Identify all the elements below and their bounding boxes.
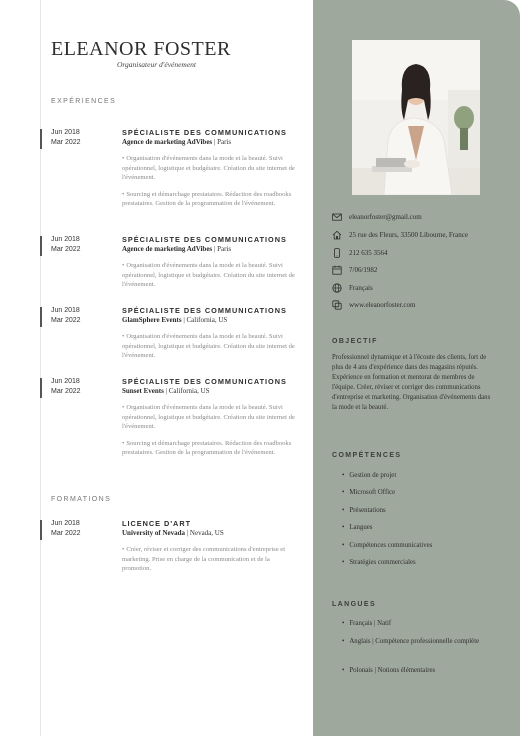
- language-item: • Polonais | Notions élémentaires: [342, 667, 436, 674]
- entry-start-date: Jun 2018: [51, 520, 80, 527]
- contact-address: [332, 230, 512, 244]
- entry-company: GlamSphere Events: [122, 316, 182, 324]
- entry-school: University of Nevada: [122, 529, 185, 537]
- address-text: 25 rue des Fleurs, 33500 Libourne, France: [349, 231, 468, 239]
- entry-bullet: • Organisation d'événements dans la mode et la beauté. Suivi opérationnel, logistique et budgétaire. Création du site internet de l'événement.: [122, 155, 295, 182]
- website-text: www.eleanorfoster.com: [349, 301, 416, 309]
- entry-dates: [51, 377, 111, 397]
- entry-company-line: GlamSphere Events | California, US: [122, 316, 228, 324]
- entry-marker: [40, 307, 42, 327]
- contact-website[interactable]: [332, 300, 512, 314]
- candidate-name: ELEANOR FOSTER: [51, 38, 231, 60]
- calendar-icon: [332, 265, 342, 275]
- contact-language: [332, 283, 512, 297]
- formation-entry: [40, 519, 300, 579]
- entry-end-date: Mar 2022: [51, 530, 81, 537]
- entry-marker: [40, 129, 42, 149]
- objective-heading: OBJECTIF: [332, 338, 378, 345]
- experiences-heading: EXPÉRIENCES: [51, 98, 117, 105]
- home-icon: [332, 230, 342, 240]
- entry-bullet: • Sourcing et démarchage prestataires. Rédaction des roadbooks prestataires. Gestion de la programmation de l'événement.: [122, 190, 292, 208]
- email-text: eleanorfoster@gmail.com: [349, 213, 422, 221]
- experience-entry: [40, 235, 300, 295]
- entry-company: Sunset Events: [122, 387, 164, 395]
- experience-entry: [40, 377, 300, 472]
- contact-email[interactable]: [332, 212, 512, 226]
- profile-photo-illustration: [352, 40, 480, 195]
- entry-school-line: University of Nevada | Nevada, US: [122, 529, 224, 537]
- entry-dates: [51, 306, 111, 326]
- experience-entry: [40, 306, 300, 366]
- skill-item: • Présentations: [342, 507, 386, 514]
- entry-start-date: Jun 2018: [51, 236, 80, 243]
- globe-icon: [332, 283, 342, 293]
- entry-degree: LICENCE D'ART: [122, 519, 192, 528]
- candidate-job-title: Organisateur d'événement: [117, 60, 197, 69]
- profile-photo: [352, 40, 480, 195]
- entry-location: California, US: [186, 316, 228, 324]
- formations-heading: FORMATIONS: [51, 496, 112, 503]
- language-item: • Anglais | Compétence professionnelle complète: [342, 638, 480, 645]
- entry-role: SPÉCIALISTE DES COMMUNICATIONS: [122, 235, 287, 244]
- skill-item: • Compétences communicatives: [342, 542, 433, 549]
- experience-entry: [40, 128, 300, 223]
- language-text: Français: [349, 284, 373, 292]
- objective-text: Professionnel dynamique et à l'écoute des clients, fort de plus de 4 ans d'expérience dans des magasins réputés. Expérience en formation et mentorat de membres de l'équipe. Créer, réviser et corriger des communications d'entreprise et marketing. Organisation d'événements dans la mode et la beauté.: [332, 354, 491, 411]
- entry-start-date: Jun 2018: [51, 307, 80, 314]
- birthdate-text: 7/06/1982: [349, 266, 378, 274]
- skills-heading: COMPÉTENCES: [332, 452, 402, 459]
- language-item: • Français | Natif: [342, 620, 392, 627]
- entry-company: Agence de marketing AdVibes: [122, 245, 213, 253]
- entry-marker: [40, 520, 42, 540]
- entry-dates: [51, 235, 111, 255]
- entry-start-date: Jun 2018: [51, 129, 80, 136]
- entry-location: Paris: [217, 245, 232, 253]
- entry-bullet: • Sourcing et démarchage prestataires. Rédaction des roadbooks prestataires. Gestion de la programmation de l'événement.: [122, 439, 292, 457]
- entry-marker: [40, 378, 42, 398]
- entry-company-line: Agence de marketing AdVibes | Paris: [122, 138, 232, 146]
- entry-bullets: [122, 403, 300, 465]
- entry-location: California, US: [168, 387, 210, 395]
- entry-dates: [51, 128, 111, 148]
- contact-phone[interactable]: [332, 248, 512, 262]
- entry-bullet: • Organisation d'événements dans la mode et la beauté. Suivi opérationnel, logistique et budgétaire. Création du site internet de l'événement.: [122, 404, 295, 431]
- languages-heading: LANGUES: [332, 601, 377, 608]
- entry-role: SPÉCIALISTE DES COMMUNICATIONS: [122, 377, 287, 386]
- entry-bullet: • Organisation d'événements dans la mode et la beauté. Suivi opérationnel, logistique et budgétaire. Création du site internet de l'événement.: [122, 333, 295, 360]
- entry-bullets: [122, 545, 300, 581]
- entry-company: Agence de marketing AdVibes: [122, 138, 213, 146]
- entry-bullet: • Créer, réviser et corriger des communications d'entreprise et marketing. Prise en charge de la communication et de la promotion.: [122, 546, 286, 573]
- skill-item: • Langues: [342, 524, 373, 531]
- skill-item: • Gestion de projet: [342, 472, 397, 479]
- entry-bullets: [122, 261, 300, 297]
- entry-end-date: Mar 2022: [51, 139, 81, 146]
- entry-company-line: Sunset Events | California, US: [122, 387, 210, 395]
- entry-bullet: • Organisation d'événements dans la mode et la beauté. Suivi opérationnel, logistique et budgétaire. Création du site internet de l'événement.: [122, 262, 295, 289]
- phone-icon: [332, 248, 342, 258]
- page-margin-line: [40, 0, 41, 736]
- entry-start-date: Jun 2018: [51, 378, 80, 385]
- contact-birthdate: [332, 265, 512, 279]
- mail-icon: [332, 212, 342, 222]
- skill-item: • Microsoft Office: [342, 489, 396, 496]
- link-icon: [332, 300, 342, 310]
- entry-end-date: Mar 2022: [51, 388, 81, 395]
- entry-bullets: [122, 332, 300, 368]
- entry-role: SPÉCIALISTE DES COMMUNICATIONS: [122, 306, 287, 315]
- entry-marker: [40, 236, 42, 256]
- phone-text: 212 635 3564: [349, 249, 388, 257]
- entry-bullets: [122, 154, 300, 216]
- entry-end-date: Mar 2022: [51, 317, 81, 324]
- entry-dates: [51, 519, 111, 539]
- skill-item: • Stratégies commerciales: [342, 559, 416, 566]
- entry-company-line: Agence de marketing AdVibes | Paris: [122, 245, 232, 253]
- entry-location: Paris: [217, 138, 232, 146]
- entry-end-date: Mar 2022: [51, 246, 81, 253]
- entry-location: Nevada, US: [189, 529, 224, 537]
- entry-role: SPÉCIALISTE DES COMMUNICATIONS: [122, 128, 287, 137]
